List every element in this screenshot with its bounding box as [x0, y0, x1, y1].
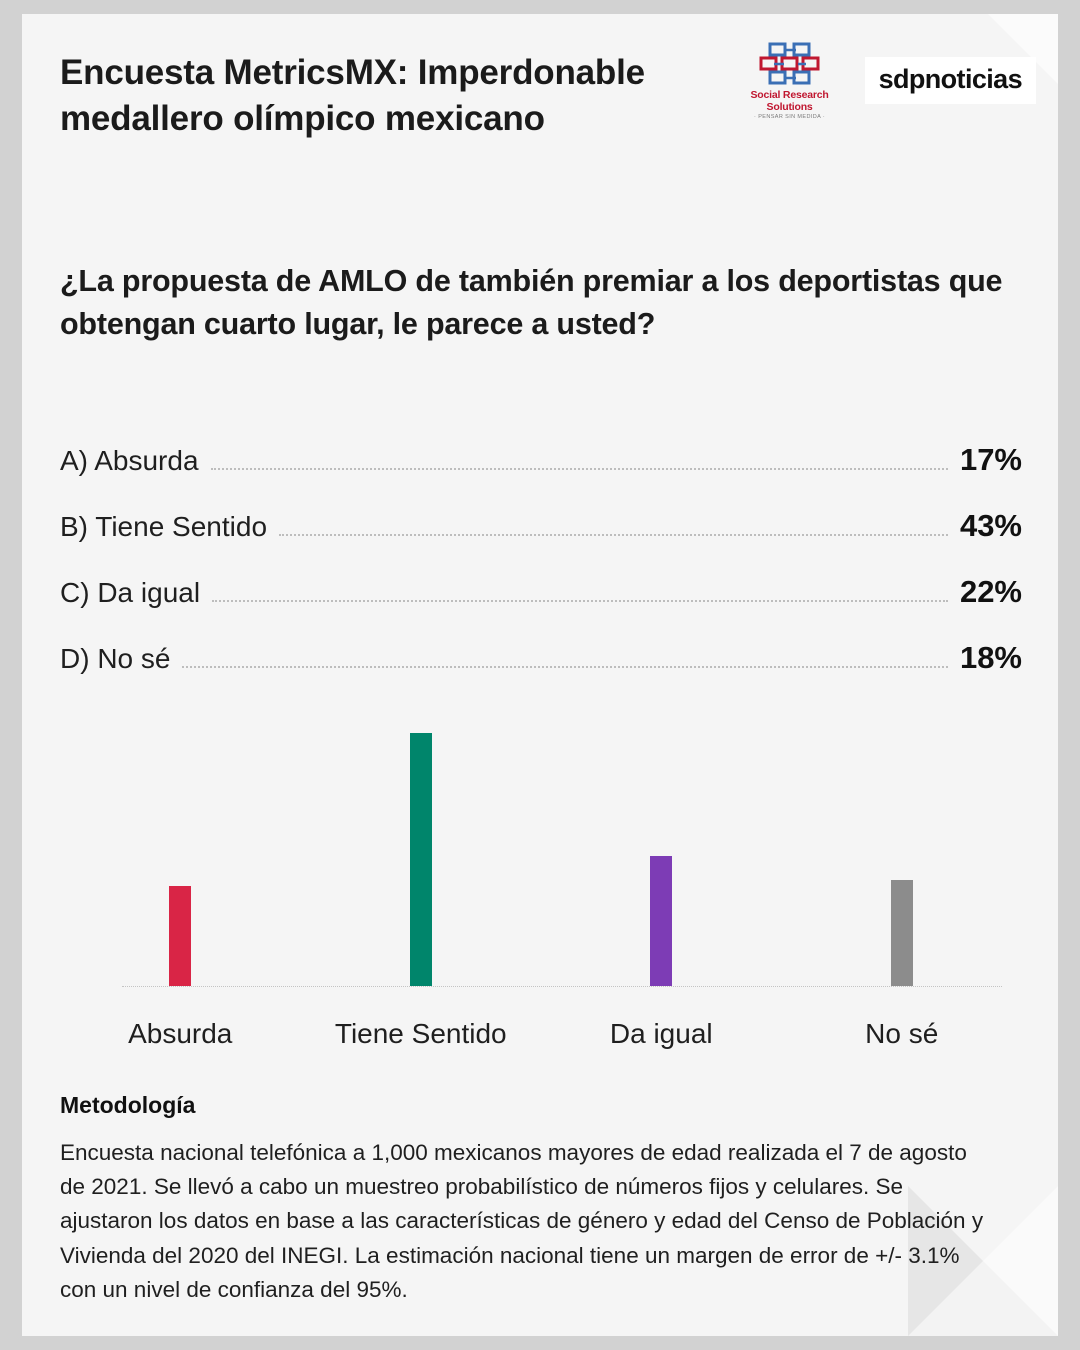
- page-title: Encuesta MetricsMX: Imperdonable medallero olímpico mexicano: [60, 53, 645, 138]
- list-item: [60, 508, 1022, 574]
- x-tick-label: No sé: [865, 1018, 939, 1049]
- methodology-text: Encuesta nacional telefónica a 1,000 mexicanos mayores de edad realizada el 7 de agosto de 2021. Se llevó a cabo un muestreo probabilístico de números fijos y celulares. Se ajustaron los datos en base a las características de género y edad del Censo de Población y Vivienda del 2020 del INEGI. La estimación nacional tiene un margen de error de +/- 3.1% con un nivel de confianza del 95%.: [60, 1140, 984, 1302]
- x-tick-label: Tiene Sentido: [334, 1018, 507, 1049]
- option-value: 43%: [959, 508, 1022, 543]
- poster-card: [22, 14, 1058, 1336]
- dot-leader: [211, 467, 948, 470]
- bar-chart: [60, 712, 1022, 1049]
- list-item: [60, 640, 1022, 706]
- list-item: [60, 442, 1022, 508]
- bar-slot: [541, 721, 782, 986]
- list-item: [60, 574, 1022, 640]
- metrics-logo: [731, 40, 849, 120]
- option-value: 18%: [959, 640, 1022, 675]
- dot-leader: [279, 533, 948, 536]
- chart-baseline: [122, 986, 1002, 987]
- bar-no-se: [891, 880, 913, 986]
- dot-leader: [182, 665, 947, 668]
- bar-slot: [782, 721, 1023, 986]
- methodology-title: Metodología: [60, 1092, 196, 1118]
- options-list: [60, 442, 1022, 706]
- chart-x-labels: [60, 1018, 1022, 1050]
- option-label: B) Tiene Sentido: [60, 511, 268, 542]
- metrics-logo-name: Social Research Solutions: [750, 89, 829, 113]
- bar-slot: [301, 721, 542, 986]
- option-label: D) No sé: [60, 643, 171, 674]
- option-label: C) Da igual: [60, 577, 201, 608]
- option-value: 22%: [959, 574, 1022, 609]
- brand-bar: [731, 40, 1036, 120]
- option-label: A) Absurda: [60, 445, 199, 476]
- option-value: 17%: [959, 442, 1022, 477]
- poll-question: ¿La propuesta de AMLO de también premiar a los deportistas que obtengan cuarto lugar, le parece a usted?: [60, 264, 1003, 342]
- bar-tiene-sentido: [410, 733, 432, 986]
- metrics-logo-tagline: · PENSAR SIN MEDIDA ·: [754, 114, 826, 120]
- dot-leader: [212, 599, 948, 602]
- x-tick-label: Absurda: [128, 1018, 233, 1049]
- bar-da-igual: [650, 856, 672, 986]
- sdpnoticias-logo: sdpnoticias: [865, 57, 1036, 104]
- bar-slot: [60, 721, 301, 986]
- metrics-logo-icon: [754, 40, 826, 88]
- bar-absurda: [169, 886, 191, 986]
- chart-bars: [60, 721, 1022, 986]
- x-tick-label: Da igual: [609, 1018, 713, 1049]
